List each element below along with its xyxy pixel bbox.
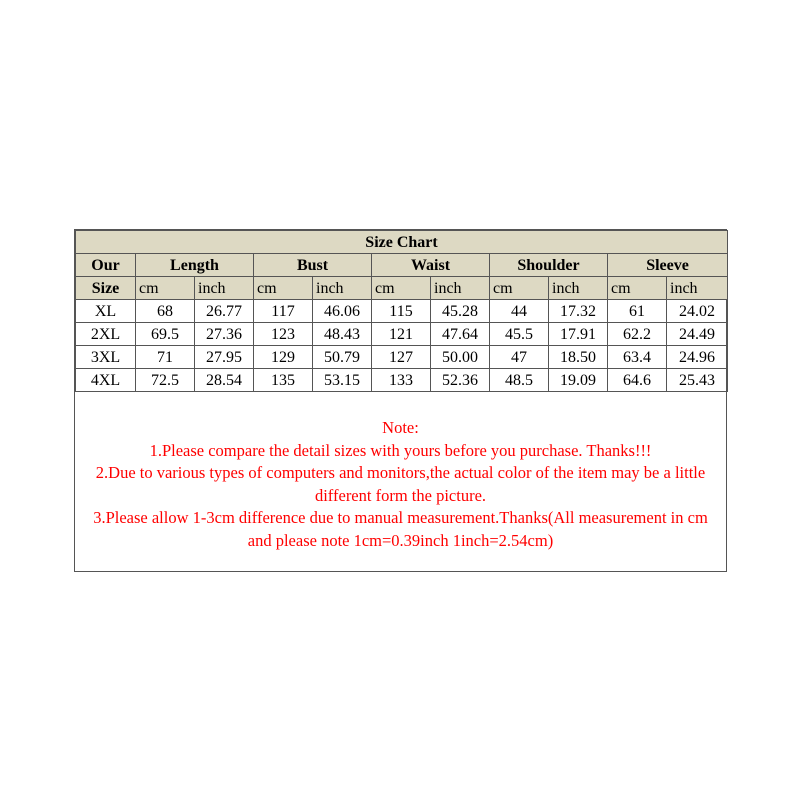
note-heading: Note: [382, 418, 419, 437]
unit-header-cm: cm [490, 277, 549, 300]
table-cell: 45.5 [490, 323, 549, 346]
table-cell: 17.32 [549, 300, 608, 323]
table-cell: 17.91 [549, 323, 608, 346]
table-cell: 47.64 [431, 323, 490, 346]
group-header-bust: Bust [254, 254, 372, 277]
table-cell: 64.6 [608, 369, 667, 392]
unit-header-inch: inch [195, 277, 254, 300]
group-header-waist: Waist [372, 254, 490, 277]
table-cell: 61 [608, 300, 667, 323]
note-line-3: 3.Please allow 1-3cm difference due to manual measurement.Thanks(All measurement in cm and please note 1cm=0.39inch 1inch=2.54cm) [93, 508, 708, 550]
note-section [75, 417, 726, 552]
size-header-line-1: Our [76, 254, 136, 277]
table-cell: 115 [372, 300, 431, 323]
table-cell: 129 [254, 346, 313, 369]
unit-header-cm: cm [372, 277, 431, 300]
size-cell: 2XL [76, 323, 136, 346]
table-cell: 25.43 [667, 369, 728, 392]
table-cell: 62.2 [608, 323, 667, 346]
table-cell: 44 [490, 300, 549, 323]
table-cell: 28.54 [195, 369, 254, 392]
table-row [76, 323, 728, 346]
table-cell: 45.28 [431, 300, 490, 323]
group-header-length: Length [136, 254, 254, 277]
note-line-1: 1.Please compare the detail sizes with yours before you purchase. Thanks!!! [149, 440, 652, 460]
table-cell: 69.5 [136, 323, 195, 346]
table-cell: 46.06 [313, 300, 372, 323]
table-cell: 50.79 [313, 346, 372, 369]
table-cell: 53.15 [313, 369, 372, 392]
table-cell: 24.02 [667, 300, 728, 323]
table-row [76, 369, 728, 392]
table-cell: 24.96 [667, 346, 728, 369]
size-cell: XL [76, 300, 136, 323]
group-header-shoulder: Shoulder [490, 254, 608, 277]
table-cell: 26.77 [195, 300, 254, 323]
table-cell: 27.95 [195, 346, 254, 369]
size-cell: 4XL [76, 369, 136, 392]
table-cell: 24.49 [667, 323, 728, 346]
table-cell: 135 [254, 369, 313, 392]
table-cell: 123 [254, 323, 313, 346]
table-cell: 133 [372, 369, 431, 392]
size-chart [74, 229, 727, 572]
table-cell: 72.5 [136, 369, 195, 392]
table-cell: 63.4 [608, 346, 667, 369]
table-row [76, 346, 728, 369]
chart-title: Size Chart [76, 231, 728, 254]
table-cell: 47 [490, 346, 549, 369]
unit-header-cm: cm [136, 277, 195, 300]
table-cell: 50.00 [431, 346, 490, 369]
table-cell: 48.5 [490, 369, 549, 392]
size-chart-table [75, 230, 728, 392]
unit-header-inch: inch [313, 277, 372, 300]
unit-header-cm: cm [608, 277, 667, 300]
unit-header-inch: inch [431, 277, 490, 300]
unit-header-inch: inch [549, 277, 608, 300]
table-cell: 18.50 [549, 346, 608, 369]
table-cell: 48.43 [313, 323, 372, 346]
table-cell: 121 [372, 323, 431, 346]
table-cell: 68 [136, 300, 195, 323]
table-row [76, 300, 728, 323]
table-cell: 52.36 [431, 369, 490, 392]
unit-header-cm: cm [254, 277, 313, 300]
group-header-sleeve: Sleeve [608, 254, 728, 277]
table-cell: 127 [372, 346, 431, 369]
table-cell: 27.36 [195, 323, 254, 346]
size-cell: 3XL [76, 346, 136, 369]
note-line-2: 2.Due to various types of computers and monitors,the actual color of the item may be a little different form the picture. [95, 463, 706, 505]
table-cell: 19.09 [549, 369, 608, 392]
table-cell: 117 [254, 300, 313, 323]
table-cell: 71 [136, 346, 195, 369]
unit-header-inch: inch [667, 277, 728, 300]
size-header-line-2: Size [76, 277, 136, 300]
